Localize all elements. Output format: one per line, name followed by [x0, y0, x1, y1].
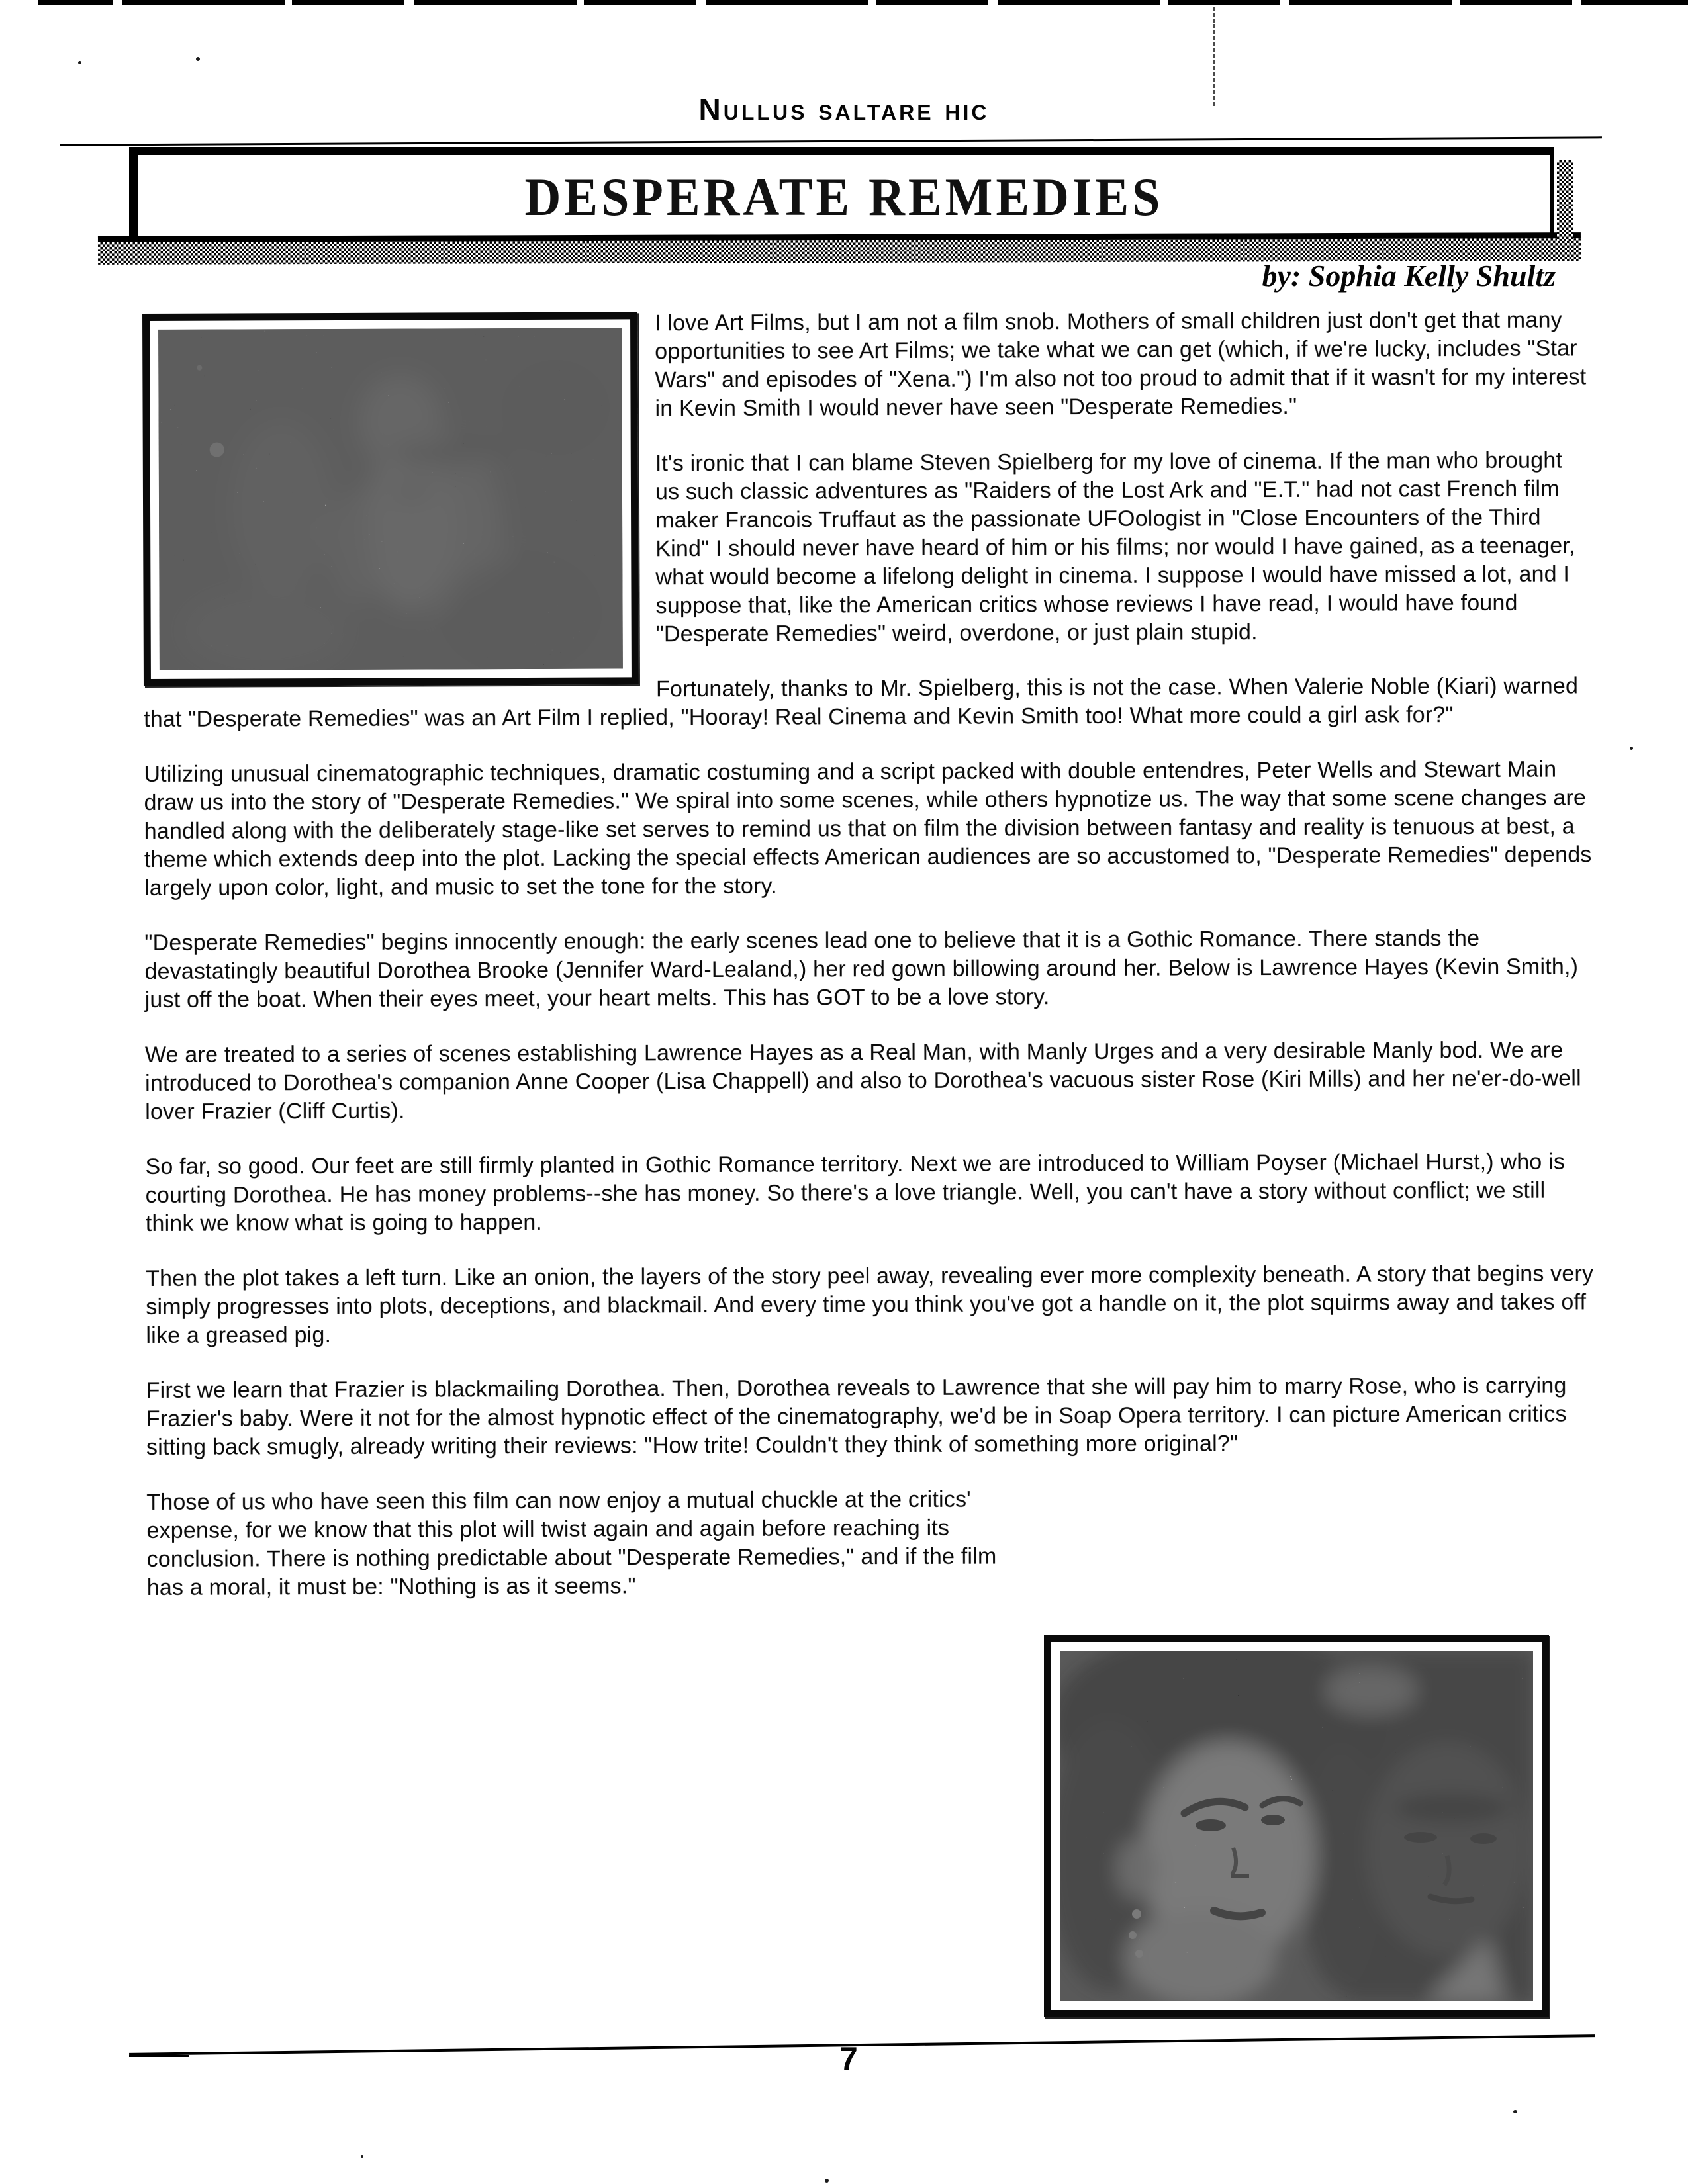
paragraph: Then the plot takes a left turn. Like an onion, the layers of the story peel away, revealing ever more complexity beneath. A story that begins very simply progresses into plots, deceptions, and blackmail. And every time you think you've got a handle on it, the plot squirms away and takes off like a greased pig.	[146, 1261, 1594, 1348]
scan-speck	[1513, 2110, 1517, 2113]
paragraph: I love Art Films, but I am not a film snob. Mothers of small children just don't get that many opportunities to see Art Films; we take what we can get (which, if we're lucky, includes "Star Wars" and episodes of "Xena.") I'm also not too proud to admit that if it wasn't for my interest in Kevin Smith I would never have seen "Desperate Remedies."	[655, 307, 1587, 422]
paragraph: "Desperate Remedies" begins innocently enough: the early scenes lead one to believe that it is a Gothic Romance. There stands the devastatingly beautiful Dorothea Brooke (Jennifer Ward-Lealand,) her red gown billowing around her. Below is Lawrence Hayes (Kevin Smith,) just off the boat. When their eyes meet, your heart melts. This has GOT to be a love story.	[144, 925, 1579, 1013]
footer-rule-stub	[129, 2055, 189, 2057]
article-title: DESPERATE REMEDIES	[524, 167, 1164, 227]
paragraph: First we learn that Frazier is blackmailing Dorothea. Then, Dorothea reveals to Lawrence that she will pay him to marry Rose, who is carrying Frazier's baby. Were it not for the almost hypnotic effect of the cinematography, we'd be in Soap Opera territory. I can picture American critics sitting back smugly, already writing their reviews: "How trite! Couldn't they think of something more original?"	[146, 1373, 1567, 1460]
paragraph: Those of us who have seen this film can now enjoy a mutual chuckle at the critics' expense, for we know that this plot will twist again and again before reaching its conclusion. There is nothing predictable about "Desperate Remedies," and if the film has a moral, it must be: "Nothing is as it seems."	[146, 1486, 997, 1600]
title-box-shadow-right	[1557, 160, 1573, 241]
top-photo	[142, 312, 639, 686]
byline: by: Sophia Kelly Shultz	[1262, 259, 1556, 293]
header-rule	[60, 136, 1602, 146]
scan-edge-strip	[0, 0, 1688, 5]
scan-edge-fade	[0, 0, 38, 7]
paragraph: So far, so good. Our feet are still firmly planted in Gothic Romance territory. Next we are introduced to William Poyser (Michael Hurst,) who is courting Dorothea. He has money problems--she has money. So there's a love triangle. Well, you can't have a story without conflict; we still think we know what is going to happen.	[145, 1149, 1566, 1236]
bottom-photo-image	[1060, 1651, 1533, 2001]
article-body	[142, 306, 1597, 1629]
scan-speck	[825, 2179, 829, 2183]
scan-speck	[1630, 747, 1633, 750]
paragraph: Utilizing unusual cinematographic techniques, dramatic costuming and a script packed with double entendres, Peter Wells and Stewart Main draw us into the story of "Desperate Remedies." We spiral into some scenes, while others hypnotize us. The way that some scene changes are handled along with the deliberately stage-like set serves to remind us that on film the division between fantasy and reality is tenuous at best, a theme which extends deep into the plot. Lacking the special effects American audiences are so accustomed to, "Desperate Remedies" depends largely upon color, light, and music to set the tone for the story.	[144, 756, 1592, 901]
bottom-photo	[1044, 1635, 1549, 2017]
paragraph: Fortunately, thanks to Mr. Spielberg, this is not the case. When Valerie Noble (Kiari) warned that "Desperate Remedies" was an Art Film I replied, "Hooray! Real Cinema and Kevin Smith too! What more could a girl ask for?"	[144, 673, 1579, 732]
scan-speck	[196, 57, 200, 61]
paragraph: It's ironic that I can blame Steven Spielberg for my love of cinema. If the man who brought us such classic adventures as "Raiders of the Lost Ark and "E.T." had not cast French film maker Francois Truffaut as the passionate UFOologist in "Close Encounters of the Third Kind" I should never have heard of him or his films; nor would I have gained, as a teenager, what would become a lifelong delight in cinema. I suppose I would have missed a lot, and I suppose that, like the American critics whose reviews I have read, I would have found "Desperate Remedies" weird, overdone, or just plain stupid.	[655, 447, 1575, 647]
top-photo-image	[158, 328, 623, 670]
scan-speck	[78, 61, 81, 64]
paragraph: We are treated to a series of scenes establishing Lawrence Hayes as a Real Man, with Manly Urges and a very desirable Manly bod. We are introduced to Dorothea's companion Anne Cooper (Lisa Chappell) and also to Dorothea's vacuous sister Rose (Kiri Mills) and her ne'er-do-well lover Frazier (Cliff Curtis).	[144, 1037, 1581, 1124]
newsletter-masthead: Nullus saltare hic	[698, 92, 990, 126]
footer-rule	[129, 2034, 1595, 2056]
page-number: 7	[839, 2040, 858, 2077]
article-title-box	[129, 147, 1554, 240]
scan-speck	[361, 2155, 363, 2158]
